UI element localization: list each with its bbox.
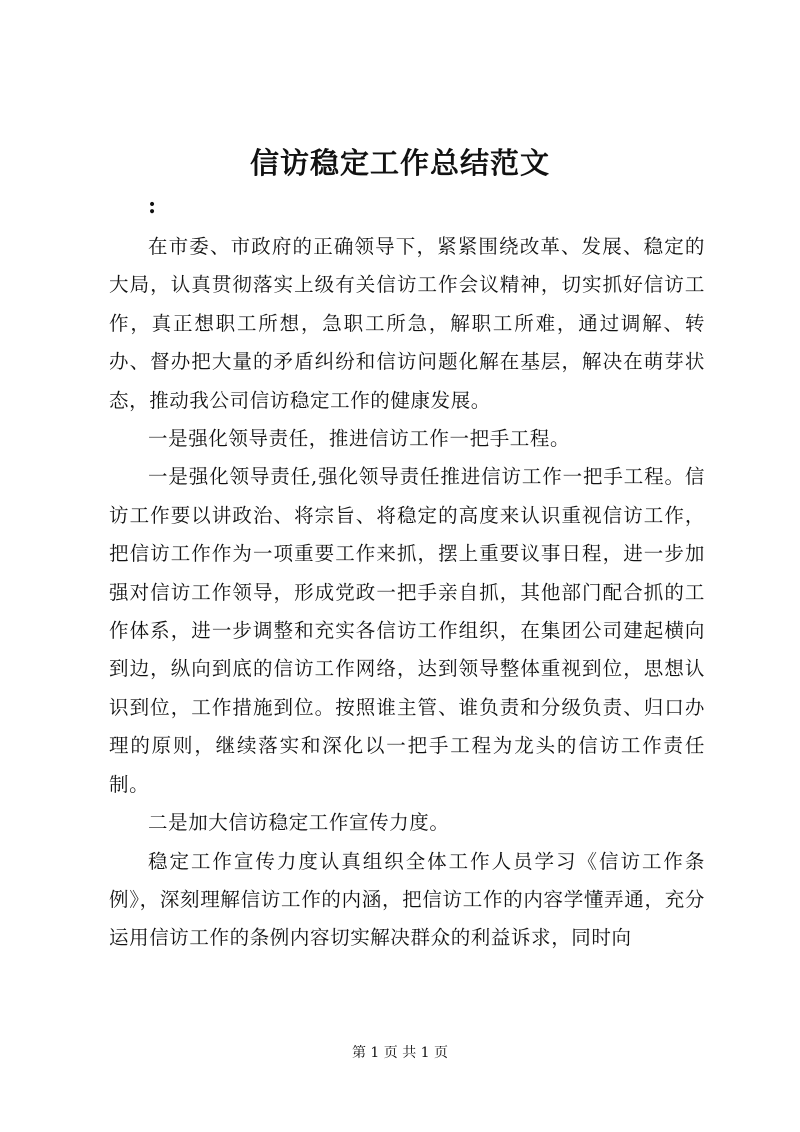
paragraph-leadership: 一是强化领导责任,强化领导责任推进信访工作一把手工程。信访工作要以讲政治、将宗旨、将稳定的高度来认识重视信访工作，把信访工作作为一项重要工作来抓，摆上重要议事日程，进一步加强对信访工作领导，形成党政一把手亲自抓，其他部门配合抓的工作体系，进一步调整和充实各信访工作组织，在集团公司建起横向到边，纵向到底的信访工作网络，达到领导整体重视到位，思想认识到位，工作措施到位。按照谁主管、谁负责和分级负责、归口办理的原则，继续落实和深化以一把手工程为龙头的信访工作责任制。	[109, 465, 705, 796]
paragraph-publicity: 稳定工作宣传力度认真组织全体工作人员学习《信访工作条例》，深刻理解信访工作的内涵，把信访工作的内容学懂弄通，充分运用信访工作的条例内容切实解决群众的利益诉求，同时向	[109, 849, 705, 950]
page-footer: 第 1 页 共 1 页	[351, 1045, 449, 1061]
paragraph-intro: 在市委、市政府的正确领导下，紧紧围绕改革、发展、稳定的大局，认真贯彻落实上级有关信访工作会议精神，切实抓好信访工作，真正想职工所想，急职工所急，解职工所难，通过调解、转办、督办把大量的矛盾纠纷和信访问题化解在基层，解决在萌芽状态，推动我公司信访稳定工作的健康发展。	[109, 235, 705, 412]
document-title: 信访稳定工作总结范文	[249, 146, 550, 180]
salutation: :	[148, 193, 157, 219]
document-body	[109, 228, 705, 958]
paragraph-heading-1: 一是强化领导责任，推进信访工作一把手工程。	[148, 427, 571, 451]
paragraph-heading-2: 二是加大信访稳定工作宣传力度。	[148, 811, 450, 835]
